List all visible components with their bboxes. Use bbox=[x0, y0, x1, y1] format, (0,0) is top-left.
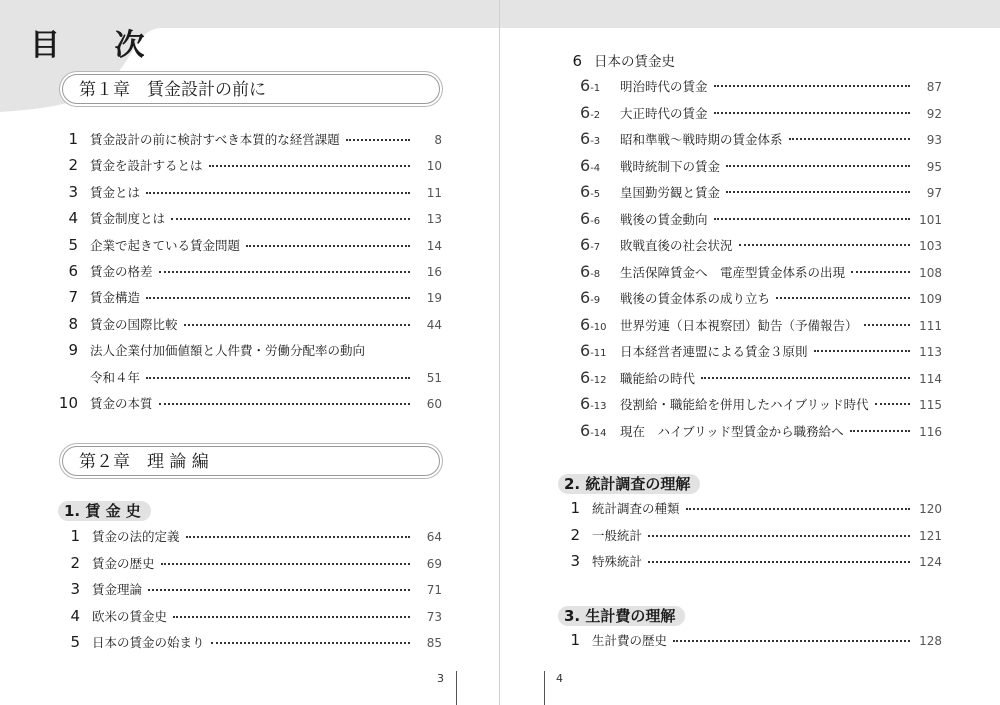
dot-leader bbox=[146, 192, 410, 194]
toc-entry[interactable] bbox=[580, 315, 942, 335]
dot-leader bbox=[246, 245, 410, 247]
entry-page: 92 bbox=[926, 106, 942, 121]
toc-entry[interactable] bbox=[580, 368, 942, 388]
entry-number: 3 bbox=[68, 182, 78, 201]
entry-sub-major: 6 bbox=[580, 76, 591, 95]
entry-sub-number bbox=[580, 103, 614, 122]
toc-entry[interactable] bbox=[580, 103, 942, 123]
dot-leader bbox=[726, 191, 910, 193]
toc-entry[interactable] bbox=[564, 499, 942, 519]
entry-title: 賃金理論 bbox=[92, 582, 143, 597]
toc-title: 目 次 bbox=[30, 28, 167, 63]
entry-title: 大正時代の賃金 bbox=[620, 105, 708, 121]
dot-leader bbox=[851, 271, 910, 273]
folio-rule-left bbox=[456, 671, 457, 705]
dot-leader bbox=[184, 324, 410, 326]
toc-entry[interactable] bbox=[564, 526, 942, 546]
entry-title: 日本経営者連盟による賃金３原則 bbox=[620, 344, 808, 359]
entry-page: 10 bbox=[426, 159, 442, 174]
dot-leader bbox=[146, 377, 410, 379]
toc-entry[interactable] bbox=[580, 235, 942, 255]
entry-title: 法人企業付加価値額と人件費・労働分配率の動向 bbox=[90, 343, 366, 359]
entry-sub-major: 6 bbox=[580, 155, 591, 175]
entry-page: 109 bbox=[919, 292, 942, 306]
entry-title: 生計費の歴史 bbox=[592, 633, 668, 648]
entry-sub-minor: -8 bbox=[590, 268, 601, 280]
entry-sub-number bbox=[580, 156, 614, 175]
entry-title: 賃金の本質 bbox=[90, 396, 153, 411]
entry-sub-minor: -10 bbox=[590, 321, 607, 333]
entry-page: 87 bbox=[926, 80, 942, 94]
dot-leader bbox=[875, 403, 910, 405]
dot-leader bbox=[171, 218, 410, 220]
entry-title: 企業で起きている賃金問題 bbox=[90, 237, 241, 253]
toc-entry[interactable] bbox=[580, 394, 942, 414]
entry-number: 2 bbox=[68, 156, 78, 175]
entry-number: 4 bbox=[68, 209, 78, 228]
entry-sub-minor: -9 bbox=[590, 295, 601, 306]
entry-page: 85 bbox=[426, 636, 442, 650]
entry-sub-major: 6 bbox=[580, 208, 591, 228]
dot-leader bbox=[726, 165, 910, 167]
toc-entry[interactable] bbox=[56, 315, 442, 335]
entry-sub-number bbox=[580, 394, 614, 413]
entry-title: 賃金を設計するとは bbox=[90, 158, 203, 174]
left-page bbox=[0, 0, 499, 705]
entry-number: 6 bbox=[68, 262, 78, 280]
entry-page: 120 bbox=[919, 502, 942, 516]
toc-entry[interactable] bbox=[580, 262, 942, 282]
dot-leader bbox=[776, 297, 910, 299]
entry-title: 一般統計 bbox=[592, 527, 643, 543]
entry-number: 1 bbox=[70, 527, 80, 545]
entry-title: 賃金とは bbox=[90, 184, 141, 200]
entry-title: 皇国勤労観と賃金 bbox=[620, 185, 721, 200]
entry-sub-minor: -5 bbox=[590, 189, 601, 200]
entry-sub-minor: -6 bbox=[590, 215, 601, 227]
page-number-right: 4 bbox=[556, 672, 563, 685]
toc-entry[interactable] bbox=[64, 554, 442, 574]
entry-title: 職能給の時代 bbox=[620, 370, 696, 386]
dot-leader bbox=[159, 403, 410, 405]
toc-entry[interactable] bbox=[564, 552, 942, 572]
entry-sub-number bbox=[580, 288, 614, 307]
dot-leader bbox=[211, 642, 410, 644]
section-3-pill[interactable]: 3. 生計費の理解 bbox=[558, 606, 685, 626]
entry-page: 128 bbox=[919, 634, 942, 648]
entry-page: 115 bbox=[919, 398, 942, 412]
heading-6[interactable] bbox=[570, 50, 870, 70]
entry-title: 令和４年 bbox=[90, 369, 141, 385]
dot-leader bbox=[714, 112, 910, 114]
toc-entry[interactable] bbox=[580, 129, 942, 149]
entry-title: 特殊統計 bbox=[592, 554, 643, 569]
dot-leader bbox=[850, 430, 910, 432]
entry-page: 16 bbox=[426, 265, 442, 279]
entry-sub-minor: -2 bbox=[590, 109, 601, 121]
entry-title: 賃金制度とは bbox=[90, 211, 166, 227]
entry-sub-major: 6 bbox=[580, 420, 591, 440]
page-number-left: 3 bbox=[437, 672, 444, 685]
entry-title: 戦後の賃金体系の成り立ち bbox=[620, 291, 771, 306]
entry-title: 賃金の歴史 bbox=[92, 555, 155, 571]
dot-leader bbox=[159, 271, 410, 273]
entry-page: 124 bbox=[919, 555, 942, 569]
right-page bbox=[500, 0, 1000, 705]
entry-sub-minor: -3 bbox=[590, 136, 601, 147]
entry-title: 戦時統制下の賃金 bbox=[620, 158, 721, 174]
toc-entry[interactable] bbox=[56, 130, 442, 150]
entry-page: 69 bbox=[426, 556, 442, 571]
entry-page: 44 bbox=[426, 317, 442, 332]
entry-sub-number bbox=[580, 262, 614, 281]
dot-leader bbox=[673, 640, 910, 642]
entry-sub-major: 6 bbox=[580, 261, 591, 281]
toc-entry[interactable] bbox=[580, 288, 942, 308]
heading-6-num: 6 bbox=[572, 52, 582, 70]
entry-title: 明治時代の賃金 bbox=[620, 79, 708, 94]
entry-number: 10 bbox=[58, 394, 78, 412]
entry-title: 賃金構造 bbox=[90, 290, 141, 306]
dot-leader bbox=[864, 324, 910, 326]
entry-number: 4 bbox=[70, 606, 80, 625]
entry-page: 95 bbox=[926, 159, 942, 174]
dot-leader bbox=[686, 508, 910, 510]
entry-sub-major: 6 bbox=[580, 367, 591, 387]
entry-sub-number bbox=[580, 421, 614, 440]
entry-page: 93 bbox=[926, 133, 942, 147]
entry-number: 7 bbox=[68, 288, 78, 307]
entry-page: 51 bbox=[426, 370, 442, 385]
toc-entry[interactable] bbox=[564, 631, 942, 651]
entry-sub-major: 6 bbox=[580, 129, 591, 148]
entry-title: 昭和準戦～戦時期の賃金体系 bbox=[620, 132, 783, 147]
dot-leader bbox=[814, 350, 910, 352]
toc-entry[interactable] bbox=[64, 633, 442, 653]
entry-page: 101 bbox=[919, 212, 942, 227]
entry-page: 64 bbox=[426, 530, 442, 544]
dot-leader bbox=[739, 244, 910, 246]
toc-entry[interactable] bbox=[56, 288, 442, 308]
folio-rule-right bbox=[544, 671, 545, 705]
toc-entry[interactable] bbox=[580, 341, 942, 361]
toc-entry[interactable] bbox=[64, 607, 442, 627]
entry-number: 5 bbox=[70, 633, 80, 651]
entry-sub-minor: -14 bbox=[590, 427, 607, 439]
toc-entry[interactable] bbox=[56, 262, 442, 282]
entry-title: 統計調査の種類 bbox=[592, 501, 680, 516]
entry-number: 9 bbox=[68, 341, 78, 360]
toc-entry[interactable] bbox=[580, 182, 942, 202]
toc-entry[interactable] bbox=[56, 394, 442, 414]
entry-sub-major: 6 bbox=[580, 314, 591, 334]
entry-number: 3 bbox=[570, 552, 580, 570]
entry-page: 19 bbox=[426, 291, 442, 306]
dot-leader bbox=[161, 563, 410, 565]
dot-leader bbox=[714, 218, 910, 220]
entry-page: 103 bbox=[919, 239, 942, 253]
entry-page: 116 bbox=[919, 424, 942, 439]
entry-sub-number bbox=[580, 368, 614, 387]
toc-entry[interactable] bbox=[56, 236, 442, 256]
entry-title: 戦後の賃金動向 bbox=[620, 211, 708, 227]
entry-sub-number bbox=[580, 209, 614, 228]
toc-entry[interactable] bbox=[580, 156, 942, 176]
entry-title: 賃金の格差 bbox=[90, 264, 153, 279]
toc-entry[interactable] bbox=[580, 421, 942, 441]
toc-entry[interactable] bbox=[56, 156, 442, 176]
entry-sub-minor: -11 bbox=[590, 348, 607, 359]
entry-page: 108 bbox=[919, 265, 942, 280]
entry-sub-number bbox=[580, 129, 614, 148]
chapter-2-header[interactable]: 第２章 理 論 編 bbox=[62, 446, 440, 476]
entry-page: 111 bbox=[919, 318, 942, 333]
entry-title: 現在 ハイブリッド型賃金から職務給へ bbox=[620, 423, 844, 439]
entry-title: 世界労連（日本視察団）勧告（予備報告） bbox=[620, 317, 858, 333]
entry-page: 97 bbox=[926, 186, 942, 200]
toc-entry[interactable] bbox=[64, 580, 442, 600]
entry-page: 113 bbox=[919, 345, 942, 359]
entry-sub-minor: -7 bbox=[590, 242, 601, 253]
entry-sub-major: 6 bbox=[580, 102, 591, 122]
entry-sub-major: 6 bbox=[580, 182, 591, 201]
entry-page: 114 bbox=[919, 371, 942, 386]
entry-title: 日本の賃金の始まり bbox=[92, 635, 205, 650]
entry-sub-number bbox=[580, 315, 614, 334]
entry-sub-major: 6 bbox=[580, 341, 591, 360]
entry-number: 1 bbox=[570, 631, 580, 649]
entry-sub-number bbox=[580, 235, 614, 254]
entry-number: 8 bbox=[68, 314, 78, 333]
dot-leader bbox=[148, 589, 410, 591]
entry-page: 8 bbox=[434, 133, 442, 147]
entry-sub-major: 6 bbox=[580, 394, 591, 413]
dot-leader bbox=[648, 535, 910, 537]
entry-sub-minor: -12 bbox=[590, 374, 607, 386]
toc-entry[interactable] bbox=[580, 76, 942, 96]
entry-sub-minor: -13 bbox=[590, 401, 607, 412]
dot-leader bbox=[648, 561, 910, 563]
toc-entry[interactable] bbox=[580, 209, 942, 229]
entry-number: 5 bbox=[68, 235, 78, 254]
entry-number: 1 bbox=[68, 130, 78, 148]
entry-sub-major: 6 bbox=[580, 288, 591, 307]
entry-number: 2 bbox=[570, 525, 580, 544]
section-1-pill[interactable]: 1. 賃 金 史 bbox=[58, 501, 151, 521]
dot-leader bbox=[701, 377, 910, 379]
entry-page: 14 bbox=[426, 238, 442, 253]
chapter-1-header[interactable]: 第１章 賃金設計の前に bbox=[62, 74, 440, 104]
entry-title: 欧米の賃金史 bbox=[92, 608, 168, 624]
toc-entry[interactable] bbox=[56, 209, 442, 229]
dot-leader bbox=[714, 85, 910, 87]
toc-entry[interactable] bbox=[56, 183, 442, 203]
dot-leader bbox=[789, 138, 910, 140]
entry-sub-number bbox=[580, 76, 614, 95]
entry-page: 11 bbox=[426, 185, 442, 200]
dot-leader bbox=[186, 536, 410, 538]
entry-title: 賃金の法的定義 bbox=[92, 529, 180, 544]
entry-title: 生活保障賃金へ 電産型賃金体系の出現 bbox=[620, 264, 846, 280]
entry-sub-minor: -1 bbox=[590, 83, 601, 94]
entry-title: 敗戦直後の社会状況 bbox=[620, 238, 733, 253]
dot-leader bbox=[346, 139, 410, 141]
entry-sub-number bbox=[580, 182, 614, 201]
section-2-pill[interactable]: 2. 統計調査の理解 bbox=[558, 474, 700, 494]
entry-title: 賃金設計の前に検討すべき本質的な経営課題 bbox=[90, 132, 340, 147]
entry-page: 121 bbox=[919, 528, 942, 543]
dot-leader bbox=[209, 165, 410, 167]
entry-page: 71 bbox=[426, 583, 442, 597]
entry-page: 13 bbox=[426, 212, 442, 227]
toc-entry[interactable] bbox=[56, 368, 442, 388]
entry-sub-minor: -4 bbox=[590, 162, 601, 174]
entry-number: 3 bbox=[70, 580, 80, 598]
dot-leader bbox=[173, 616, 410, 618]
toc-entry[interactable] bbox=[64, 527, 442, 547]
entry-page: 73 bbox=[426, 609, 442, 624]
toc-entry[interactable] bbox=[56, 341, 442, 361]
dot-leader bbox=[146, 297, 410, 299]
entry-sub-number bbox=[580, 341, 614, 360]
entry-number: 1 bbox=[570, 499, 580, 517]
heading-6-label: 日本の賃金史 bbox=[594, 54, 675, 70]
entry-number: 2 bbox=[70, 553, 80, 572]
entry-page: 60 bbox=[426, 397, 442, 411]
entry-title: 役割給・職能給を併用したハイブリッド時代 bbox=[620, 397, 869, 412]
entry-sub-major: 6 bbox=[580, 235, 591, 254]
entry-title: 賃金の国際比較 bbox=[90, 316, 178, 332]
